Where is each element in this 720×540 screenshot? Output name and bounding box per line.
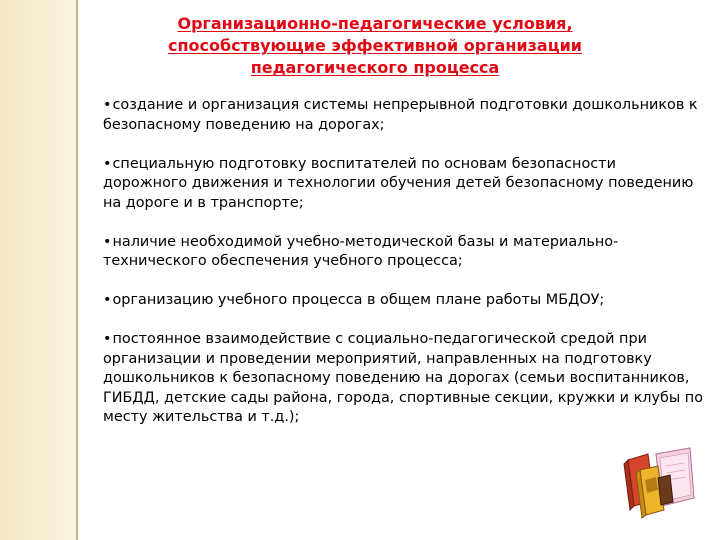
title-line-2: способствующие эффективной организации	[168, 36, 582, 55]
title-line-1: Организационно-педагогические условия,	[177, 14, 573, 33]
bullet-marker: •	[103, 155, 112, 172]
list-item-text: наличие необходимой учебно-методической базы и материально-технического обеспечения учебного процесса;	[103, 233, 619, 269]
bullet-marker: •	[103, 233, 112, 250]
list-item	[103, 330, 703, 428]
list-item	[103, 291, 703, 311]
bullet-marker: •	[103, 97, 112, 113]
books-icon	[618, 440, 698, 520]
list-item-text: организацию учебного процесса в общем плане работы МБДОУ;	[112, 292, 605, 308]
bullet-marker: •	[103, 292, 112, 308]
list-item-text: постоянное взаимодействие с социально-педагогической средой при организации и проведении мероприятий, направленных на подготовку дошкольников к безопасному поведению на дорогах (семьи воспитанников, ГИБДД, детские сады района, города, спортивные секции, кружки и клубы по месту жительства и т.д.);	[103, 331, 704, 425]
list-item	[103, 233, 703, 272]
decorative-side-band	[0, 0, 78, 540]
list-item-text: создание и организация системы непрерывной подготовки дошкольников к безопасному поведению на дорогах;	[103, 97, 698, 133]
title-line-3: педагогического процесса	[250, 58, 500, 77]
slide-title	[110, 13, 640, 79]
bullet-marker: •	[103, 331, 112, 347]
list-item	[103, 155, 703, 214]
list-item-text: специальную подготовку воспитателей по основам безопасности дорожного движения и технологии обучения детей безопасному поведению на дороге и в транспорте;	[103, 155, 694, 211]
list-item	[103, 96, 703, 135]
conditions-list	[103, 96, 703, 447]
